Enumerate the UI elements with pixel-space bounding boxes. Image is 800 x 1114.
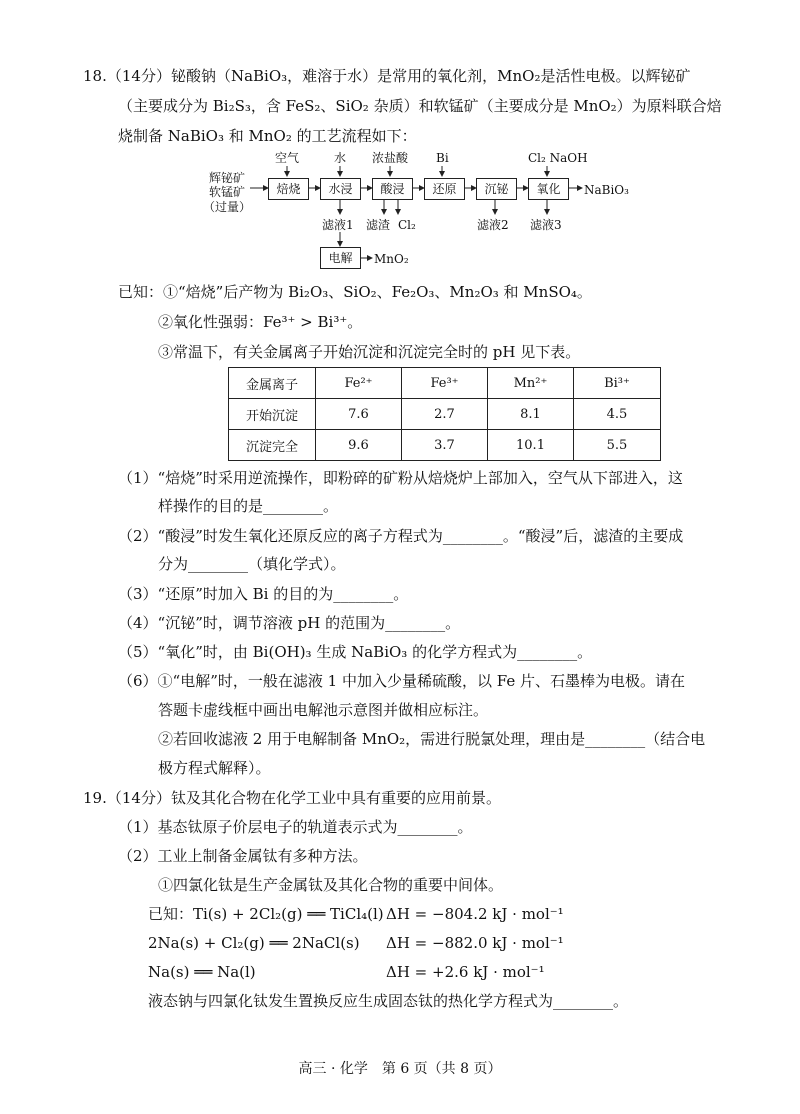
table-header: 金属离子 — [229, 368, 316, 399]
table-cell: 7.6 — [316, 399, 402, 430]
q18-part1-b: 样操作的目的是________。 — [158, 497, 339, 515]
page-footer: 高三 · 化学 第 6 页（共 8 页） — [298, 1061, 502, 1077]
q18-part1-a: （1）“焙烧”时采用逆流操作，即粉碎的矿粉从焙烧炉上部加入，空气从下部进入，这 — [118, 469, 683, 487]
table-cell: 4.5 — [574, 399, 661, 430]
q19-dh2: ΔH = −882.0 kJ · mol⁻¹ — [386, 934, 564, 952]
q18-part3: （3）“还原”时加入 Bi 的目的为________。 — [118, 585, 409, 603]
q19-last: 液态钠与四氯化钛发生置换反应生成固态钛的热化学方程式为________。 — [148, 992, 629, 1010]
product-nabio3: NaBiO₃ — [584, 183, 629, 197]
q19-eq1: 已知：Ti(s) + 2Cl₂(g) ══ TiCl₄(l) — [148, 905, 384, 923]
q18-part5: （5）“氧化”时，由 Bi(OH)₃ 生成 NaBiO₃ 的化学方程式为________。 — [118, 643, 593, 661]
step-electrolysis: 电解 — [320, 247, 361, 269]
flow-input-2: 软锰矿 — [209, 185, 246, 199]
table-header: Bi³⁺ — [574, 368, 661, 399]
q18-part6-b: 答题卡虚线框中画出电解池示意图并做相应标注。 — [158, 701, 489, 719]
output-filtrate-1: 滤液1 — [322, 218, 354, 232]
reagent-air: 空气 — [275, 151, 300, 165]
q18-part6-a: （6）①“电解”时，一般在滤液 1 中加入少量稀硫酸，以 Fe 片、石墨棒为电极。请在 — [118, 672, 685, 690]
q19-dh3: ΔH = +2.6 kJ · mol⁻¹ — [386, 963, 545, 981]
step-acid-leach: 酸浸 — [372, 178, 413, 200]
table-cell: 8.1 — [488, 399, 574, 430]
step-precipitate: 沉铋 — [476, 178, 517, 200]
table-header: Fe³⁺ — [402, 368, 488, 399]
q19-part2: （2）工业上制备金属钛有多种方法。 — [118, 847, 368, 865]
reagent-cl2-naoh: Cl₂ NaOH — [528, 151, 588, 165]
product-mno2: MnO₂ — [374, 252, 409, 266]
table-cell: 2.7 — [402, 399, 488, 430]
table-cell: 3.7 — [402, 430, 488, 461]
q19-part2-a: ①四氯化钛是生产金属钛及其化合物的重要中间体。 — [158, 876, 504, 894]
q18-line2: （主要成分为 Bi₂S₃，含 FeS₂、SiO₂ 杂质）和软锰矿（主要成分是 MnO₂）为原料联合焙 — [118, 97, 722, 115]
ph-table — [228, 367, 661, 461]
step-roast: 焙烧 — [268, 178, 309, 200]
known-2: ②氧化性强弱：Fe³⁺ > Bi³⁺。 — [158, 313, 363, 331]
q19-part1: （1）基态钛原子价层电子的轨道表示式为________。 — [118, 818, 473, 836]
reagent-hcl: 浓盐酸 — [372, 151, 409, 165]
reagent-water: 水 — [334, 151, 347, 165]
table-cell: 10.1 — [488, 430, 574, 461]
output-cl2: Cl₂ — [398, 218, 416, 232]
output-residue: 滤渣 — [366, 218, 391, 232]
table-cell: 9.6 — [316, 430, 402, 461]
table-header: Fe²⁺ — [316, 368, 402, 399]
table-row — [229, 399, 661, 430]
table-cell: 开始沉淀 — [229, 399, 316, 430]
q19-title: 19.（14分）钛及其化合物在化学工业中具有重要的应用前景。 — [83, 789, 501, 807]
step-water-leach: 水浸 — [320, 178, 361, 200]
flow-arrows — [0, 0, 800, 280]
table-header-row — [229, 368, 661, 399]
table-row — [229, 430, 661, 461]
reagent-bi: Bi — [436, 151, 449, 165]
q19-eq3: Na(s) ══ Na(l) — [148, 963, 256, 981]
flow-input-1: 辉铋矿 — [209, 171, 246, 185]
q18-part2-b: 分为________（填化学式）。 — [158, 555, 346, 573]
output-filtrate-2: 滤液2 — [477, 218, 509, 232]
step-reduce: 还原 — [424, 178, 465, 200]
known-3: ③常温下，有关金属离子开始沉淀和沉淀完全时的 pH 见下表。 — [158, 343, 581, 361]
known-1: 已知：①“焙烧”后产物为 Bi₂O₃、SiO₂、Fe₂O₃、Mn₂O₃ 和 MnSO₄。 — [118, 283, 592, 301]
q19-dh1: ΔH = −804.2 kJ · mol⁻¹ — [386, 905, 564, 923]
q18-part4: （4）“沉铋”时，调节溶液 pH 的范围为________。 — [118, 614, 461, 632]
table-cell: 5.5 — [574, 430, 661, 461]
step-oxidize: 氧化 — [528, 178, 569, 200]
flow-input-3: （过量） — [203, 200, 252, 214]
q18-line1: 18.（14分）铋酸钠（NaBiO₃，难溶于水）是常用的氧化剂，MnO₂是活性电极。以辉铋矿 — [83, 67, 691, 85]
q19-eq2: 2Na(s) + Cl₂(g) ══ 2NaCl(s) — [148, 934, 360, 952]
output-filtrate-3: 滤液3 — [530, 218, 562, 232]
table-header: Mn²⁺ — [488, 368, 574, 399]
q18-part2-a: （2）“酸浸”时发生氧化还原反应的离子方程式为________。“酸浸”后，滤渣的主要成 — [118, 527, 684, 545]
table-cell: 沉淀完全 — [229, 430, 316, 461]
q18-line3: 烧制备 NaBiO₃ 和 MnO₂ 的工艺流程如下： — [118, 127, 417, 145]
q18-part6-d: 极方程式解释）。 — [158, 759, 271, 777]
q18-part6-c: ②若回收滤液 2 用于电解制备 MnO₂，需进行脱氯处理，理由是________（结合电 — [158, 730, 706, 748]
